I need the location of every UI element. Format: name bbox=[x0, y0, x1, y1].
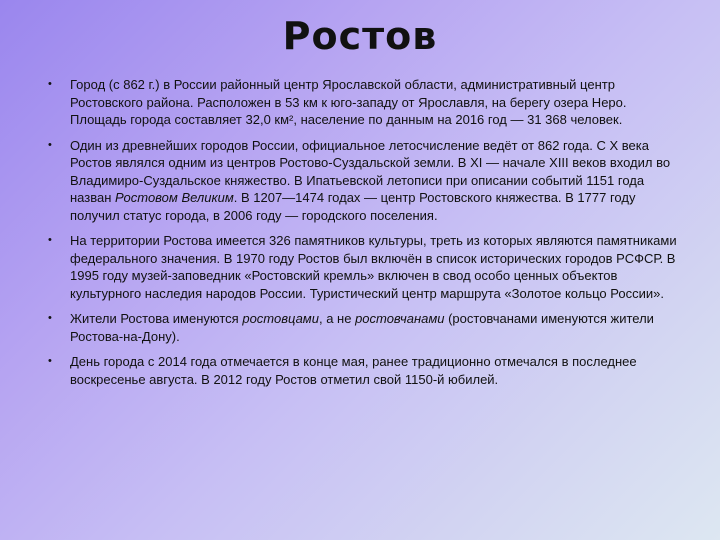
bullet-text bbox=[70, 354, 637, 387]
text-run: . В 1207—1474 годах — центр Ростовского княжества. В 1777 году получил статус города, в 2006 году — городского поселения. bbox=[70, 190, 636, 223]
italic-term: Ростовом Великим bbox=[115, 190, 234, 205]
bullet-list bbox=[48, 76, 678, 396]
italic-term: ростовцами bbox=[242, 311, 319, 326]
bullet-marker: • bbox=[48, 355, 52, 367]
text-run: На территории Ростова имеется 326 памятников культуры, треть из которых являются памятниками федерального значения. В 1970 году Ростов был включён в список исторических городов РСФСР. В 1995 году музей-заповедник «Ростовский кремль» включен в свод особо ценных объектов культурного наследия народов России. Туристический центр маршрута «Золотое кольцо России». bbox=[70, 233, 677, 301]
bullet-text bbox=[70, 311, 654, 344]
text-run: День города с 2014 года отмечается в конце мая, ранее традиционно отмечался в последнее воскресенье августа. В 2012 году Ростов отметил свой 1150-й юбилей. bbox=[70, 354, 637, 387]
bullet-text bbox=[70, 138, 670, 223]
bullet-item bbox=[48, 353, 678, 388]
bullet-item bbox=[48, 76, 678, 129]
text-run: Один из древнейших городов России, официальное летосчисление ведёт от 862 года. С X века Ростов являлся одним из центров Ростово-Суздальской земли. В XI — начале XIII веков входил во Владимиро-Суздальское княжество. В Ипатьевской летописи при описании событий 1151 года назван bbox=[70, 137, 671, 205]
bullet-marker: • bbox=[48, 312, 52, 324]
bullet-item bbox=[48, 310, 678, 345]
bullet-item bbox=[48, 137, 678, 225]
bullet-marker: • bbox=[48, 78, 52, 90]
bullet-text bbox=[70, 233, 677, 301]
bullet-marker: • bbox=[48, 138, 52, 151]
text-run: Жители Ростова именуются bbox=[70, 311, 243, 326]
text-run: (ростовчанами именуются жители Ростова-на-Дону). bbox=[70, 311, 654, 344]
bullet-text bbox=[70, 77, 627, 127]
bullet-item bbox=[48, 232, 678, 302]
bullet-marker: • bbox=[48, 234, 52, 246]
text-run: Город (с 862 г.) в России районный центр Ярославской области, административный центр Ростовского района. Расположен в 53 км к юго-западу от Ярославля, на берегу озера Неро. Площадь города составляет 32,0 км², население по данным на 2016 год — 31 368 человек. bbox=[70, 77, 627, 127]
slide-title: Ростов bbox=[282, 14, 438, 58]
italic-term: ростовчанами bbox=[355, 311, 445, 326]
text-run: , а не bbox=[318, 311, 356, 326]
